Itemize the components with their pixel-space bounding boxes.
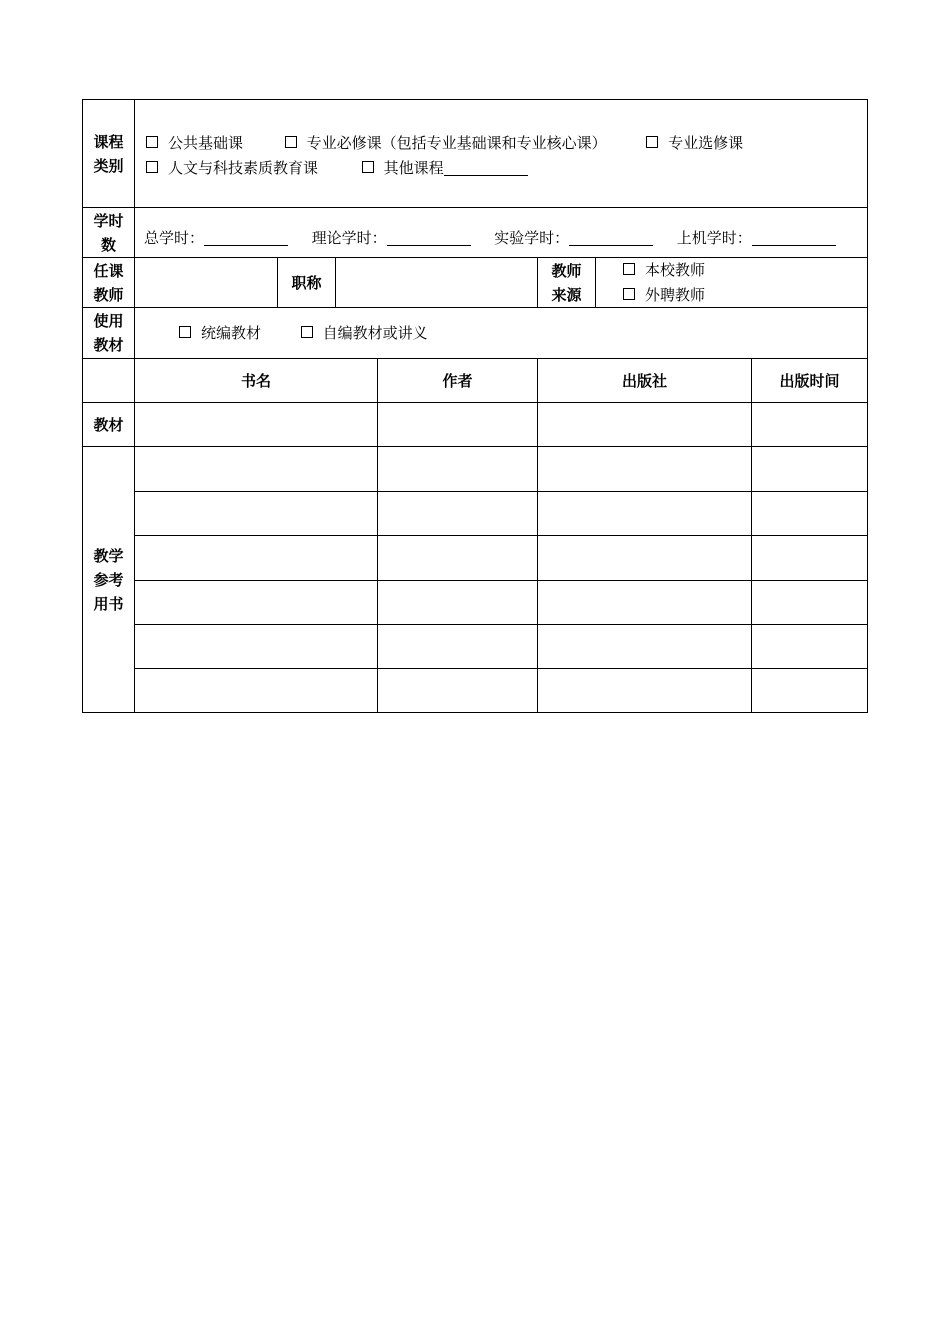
course-info-form — [82, 99, 868, 713]
checkbox[interactable] — [623, 263, 635, 275]
header-text: 出版时间 — [779, 372, 840, 390]
option-label: 统编教材 — [201, 324, 262, 342]
header-text: 书名 — [240, 372, 271, 390]
label-line: 类别 — [93, 156, 124, 175]
header-book-name — [135, 359, 377, 402]
label-line: 教师 — [551, 261, 582, 280]
checkbox[interactable] — [623, 288, 635, 300]
header-publish-date — [752, 359, 867, 402]
computer-hours-label: 上机学时： — [676, 229, 752, 247]
option-label: 专业必修课（包括专业基础课和专业核心课） — [306, 134, 607, 152]
option-other[interactable] — [362, 159, 444, 177]
border-line — [82, 99, 868, 100]
label-line: 使用 — [93, 312, 124, 330]
border-line — [134, 624, 868, 625]
option-label: 外聘教师 — [645, 286, 706, 304]
option-label: 人文与科技素质教育课 — [168, 159, 319, 177]
option-unified-textbook[interactable] — [179, 324, 261, 342]
label-line: 课程 — [93, 132, 124, 151]
label-line: 教材 — [93, 336, 124, 354]
checkbox[interactable] — [179, 326, 191, 338]
border-line — [82, 207, 868, 208]
total-hours-label: 总学时： — [144, 229, 205, 247]
option-label: 专业选修课 — [668, 134, 744, 152]
title-field[interactable] — [336, 258, 537, 307]
border-line — [867, 99, 868, 713]
border-line — [134, 668, 868, 669]
computer-hours-blank[interactable] — [752, 229, 836, 246]
course-category-row2 — [146, 156, 528, 181]
option-label: 其他课程 — [383, 159, 444, 177]
label-line: 学时 — [93, 211, 124, 230]
border-line — [537, 358, 538, 713]
teacher-source-label — [538, 258, 595, 307]
option-major-required[interactable] — [285, 134, 607, 152]
reference-books-label — [83, 447, 134, 712]
hours-label — [83, 208, 134, 257]
lab-hours-label: 实验学时： — [494, 229, 570, 247]
border-line — [595, 257, 596, 308]
checkbox[interactable] — [146, 136, 158, 148]
label-line: 教材 — [93, 415, 124, 434]
option-external-teacher[interactable] — [623, 283, 705, 308]
option-humanities[interactable] — [146, 159, 318, 177]
option-label: 自编教材或讲义 — [322, 324, 428, 342]
course-category-label — [83, 100, 134, 207]
theory-hours-label: 理论学时： — [311, 229, 387, 247]
textbook-type-label — [83, 308, 134, 358]
option-internal-teacher[interactable] — [623, 258, 705, 283]
label-line: 教学 — [93, 546, 124, 565]
label-line: 教师 — [93, 285, 124, 304]
title-label — [278, 258, 335, 307]
teacher-label — [83, 258, 134, 307]
option-public-basic[interactable] — [146, 134, 243, 152]
border-line — [751, 358, 752, 713]
course-category-row1 — [146, 131, 743, 156]
label-line: 任课 — [93, 261, 124, 280]
lab-hours-blank[interactable] — [569, 229, 653, 246]
label-line: 数 — [100, 235, 116, 254]
border-line — [134, 535, 868, 536]
option-self-compiled[interactable] — [301, 324, 428, 342]
checkbox[interactable] — [146, 161, 158, 173]
checkbox[interactable] — [301, 326, 313, 338]
checkbox[interactable] — [285, 136, 297, 148]
checkbox[interactable] — [646, 136, 658, 148]
header-author — [378, 359, 537, 402]
border-line — [377, 358, 378, 713]
theory-hours-blank[interactable] — [387, 229, 471, 246]
total-hours-blank[interactable] — [204, 229, 288, 246]
teacher-name-field[interactable] — [135, 258, 277, 307]
header-text: 作者 — [442, 372, 473, 390]
option-label: 本校教师 — [645, 261, 706, 279]
label-line: 用书 — [93, 594, 124, 613]
header-text: 出版社 — [621, 372, 667, 390]
border-line — [134, 99, 135, 713]
textbook-type-options — [179, 321, 428, 346]
label-line: 职称 — [291, 273, 322, 292]
textbook-row-label — [83, 403, 134, 446]
option-label: 公共基础课 — [168, 134, 244, 152]
header-publisher — [538, 359, 751, 402]
teacher-source-options — [623, 258, 705, 308]
label-line: 来源 — [551, 285, 582, 304]
hours-fields — [144, 226, 836, 251]
border-line — [82, 307, 868, 308]
checkbox[interactable] — [362, 161, 374, 173]
other-course-blank[interactable] — [444, 159, 528, 176]
option-major-elective[interactable] — [646, 134, 743, 152]
border-line — [134, 491, 868, 492]
border-line — [134, 580, 868, 581]
label-line: 参考 — [93, 570, 124, 589]
